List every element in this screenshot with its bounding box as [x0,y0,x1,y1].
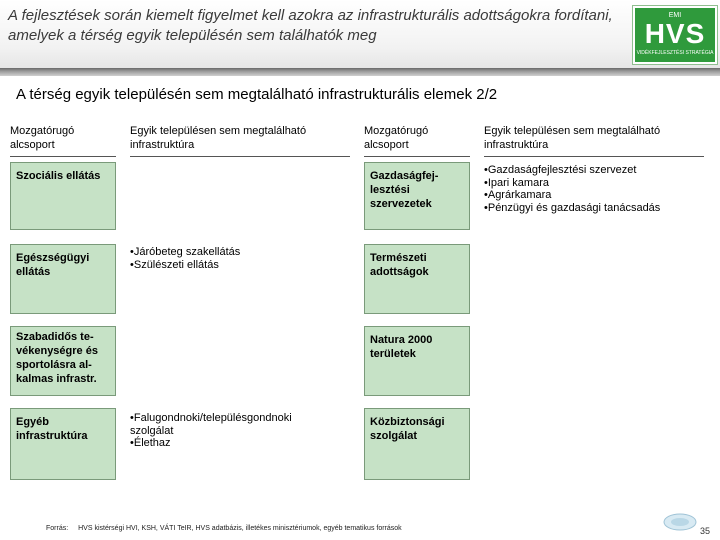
header-divider [0,68,720,76]
group-box-other [10,408,116,480]
list-item: •Ipari kamara [484,176,549,189]
column-header-right-group: Mozgatórugó alcsoport [364,125,429,151]
source-text: HVS kistérségi HVI, KSH, VÁTI TeIR, HVS adatbázis, illetékes minisztériumok, egyéb tematikus források [78,525,402,532]
group-label: Szabadidős te-vékenységre és sportolásra al-kalmas infrastr. [16,331,98,385]
slide-title: A térség egyik településén sem megtalálható infrastrukturális elemek 2/2 [16,86,498,103]
list-item: •Gazdaságfejlesztési szervezet [484,164,637,176]
footer-logo-icon [662,512,698,532]
list-item: •Járóbeteg szakellátás [130,246,241,258]
source-label: Forrás: [46,525,69,532]
list-item: •Szülészeti ellátás [130,258,219,271]
group-label: Natura 2000 területek [370,334,433,360]
group-box-security [364,408,470,480]
group-box-leisure [10,326,116,396]
group-box-economic [364,162,470,230]
column-header-left-infra: Egyik településen sem megtalálható infrastruktúra [130,125,307,151]
group-label: Egészségügyi ellátás [16,252,90,278]
infra-list-economic [484,164,660,214]
infra-list-other [130,412,292,450]
group-box-social [10,162,116,230]
group-box-natura [364,326,470,396]
group-label: Egyéb infrastruktúra [16,416,88,442]
list-item: •Pénzügyi és gazdasági tanácsadás [484,201,661,214]
infra-list-health [130,246,240,271]
group-label: Közbiztonsági szolgálat [370,416,445,442]
header-underline [130,156,350,157]
header-underline [364,156,470,157]
logo-top-text: EMI [668,12,682,19]
group-box-natural [364,244,470,314]
hvs-logo [633,6,717,64]
group-label: Természeti adottságok [370,252,429,278]
page-number: 35 [700,526,711,536]
header-band [0,0,720,68]
group-box-health [10,244,116,314]
list-item: •Falugondnoki/településgondnoki [130,412,292,424]
logo-subtitle: VIDÉKFEJLESZTÉSI STRATÉGIA [636,50,714,56]
header-underline [10,156,116,157]
header-title: A fejlesztések során kiemelt figyelmet kell azokra az infrastrukturális adottságokra fordítani, amelyek a térség egyik településén sem találhatók meg [8,7,613,44]
column-header-right-infra: Egyik településen sem megtalálható infrastruktúra [484,125,661,151]
logo-text: HVS [644,18,706,49]
group-label: Szociális ellátás [16,170,101,182]
group-label: Gazdaságfej-lesztési szervezetek [370,170,439,210]
list-item: •Élethaz [130,437,171,449]
column-header-left-group: Mozgatórugó alcsoport [10,125,75,151]
list-item: •Agrárkamara [484,189,552,201]
list-item: szolgálat [130,424,174,437]
header-underline [484,156,704,157]
source-note [46,525,402,532]
